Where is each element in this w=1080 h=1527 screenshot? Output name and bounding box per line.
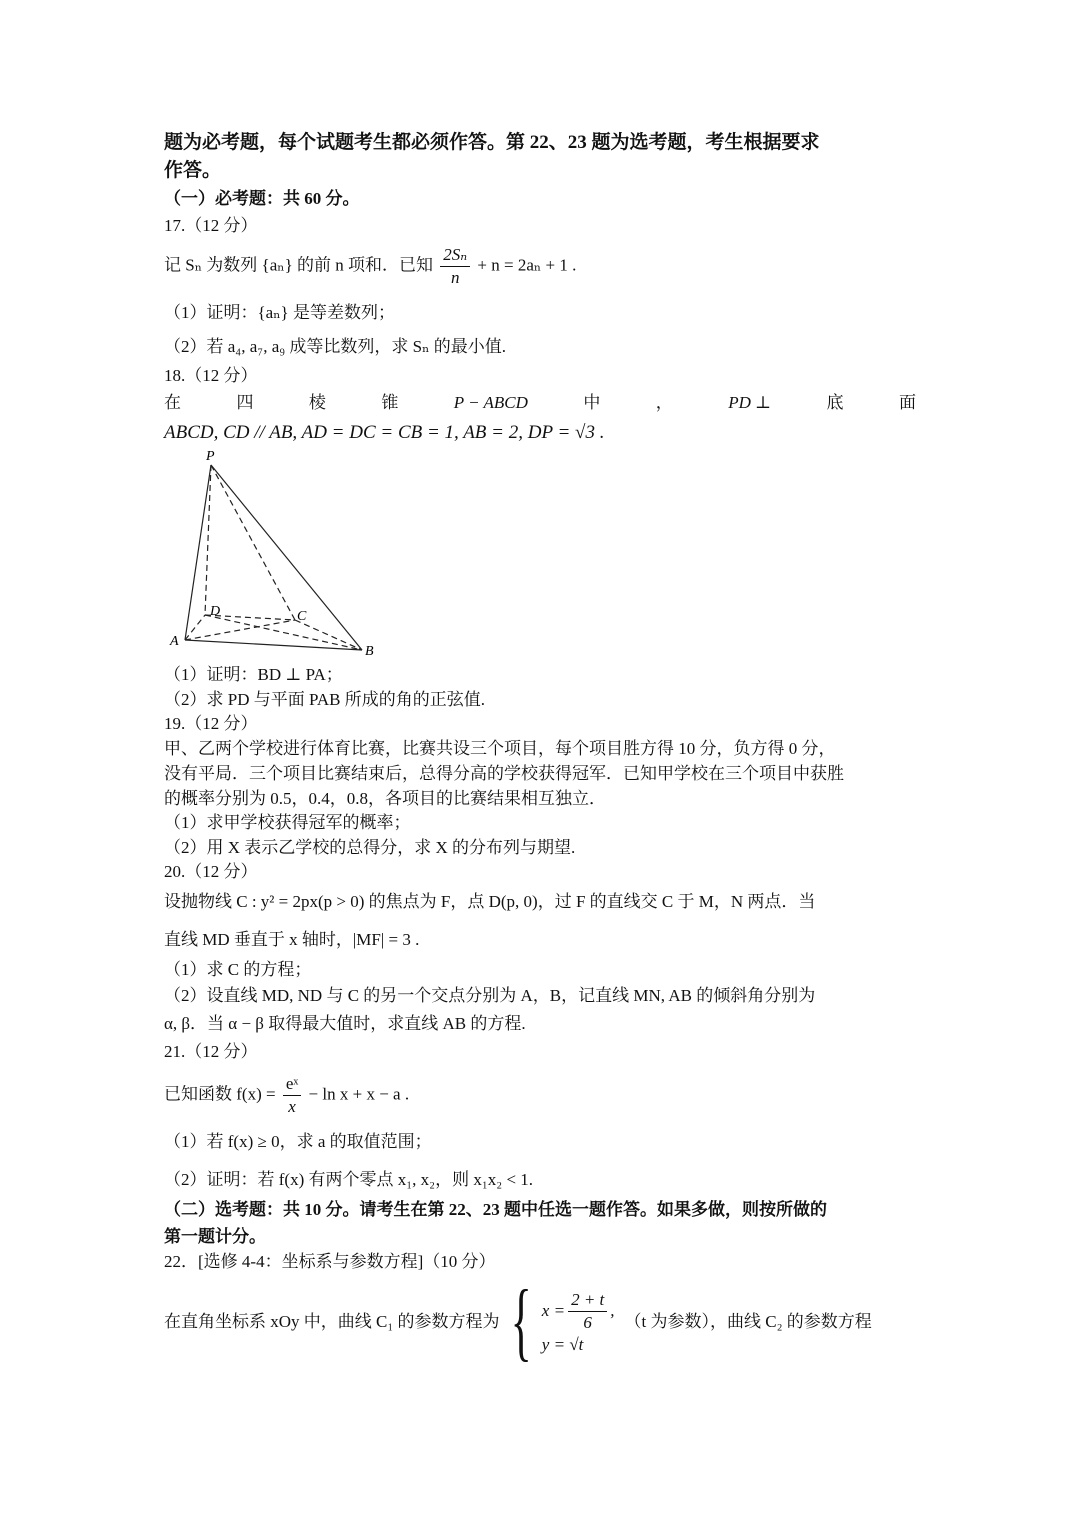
word: 棱 <box>308 393 326 412</box>
x-lhs: x = <box>541 1301 566 1320</box>
section-2-line-2: 第一题计分。 <box>164 1227 266 1246</box>
word: PD ⊥ <box>728 393 772 412</box>
q17-part2: （2）若 a₄, a₇, a₉ 成等比数列，求 Sₙ 的最小值. <box>164 337 506 356</box>
q20-line-1: 设抛物线 C : y² = 2px(p > 0) 的焦点为 F，点 D(p, 0)，过 F 的直线交 C 于 M，N 两点．当 <box>164 892 816 911</box>
q17-frac-den: n <box>450 268 460 287</box>
q22-stem <box>164 1273 872 1370</box>
parametric-system <box>500 1273 615 1370</box>
q18-header: 18.（12 分） <box>164 366 258 385</box>
q22-stem-a: 在直角坐标系 xOy 中，曲线 C₁ 的参数方程为 <box>164 1312 500 1331</box>
q17-part1: （1）证明：{aₙ} 是等差数列； <box>164 303 395 322</box>
intro-line-2: 作答。 <box>164 160 222 181</box>
x-den: 6 <box>583 1312 592 1332</box>
q19-line-2: 没有平局．三个项目比赛结束后，总得分高的学校获得冠军．已知甲学校在三个项目中获胜 <box>164 764 844 783</box>
word: 四 <box>236 393 254 412</box>
q21-frac-den: x <box>288 1097 296 1116</box>
q21-stem-a: 已知函数 f(x) = <box>164 1084 276 1104</box>
word: 锥 <box>381 393 399 412</box>
q21-stem-b: − ln x + x − a . <box>308 1084 410 1104</box>
y-equation: y = √t <box>541 1334 584 1354</box>
q21-frac-num: eˣ <box>283 1073 301 1096</box>
q20-header: 20.（12 分） <box>164 862 258 881</box>
word: 中 <box>583 393 601 412</box>
edge-PA <box>185 465 211 640</box>
section-2-line-1: （二）选考题：共 10 分。请考生在第 22、23 题中任选一题作答。如果多做，则按所做的 <box>164 1200 827 1219</box>
q18-part1: （1）证明：BD ⊥ PA； <box>164 665 343 684</box>
q18-stem-line-2: ABCD, CD // AB, AD = DC = CB = 1, AB = 2, DP = √3 . <box>164 422 605 443</box>
q21-stem <box>164 1073 409 1118</box>
word: P − ABCD <box>453 393 528 412</box>
q19-line-1: 甲、乙两个学校进行体育比赛，比赛共设三个项目，每个项目胜方得 10 分，负方得 0 分， <box>164 739 836 758</box>
label-C: C <box>297 609 307 624</box>
brace: { <box>510 1273 532 1370</box>
q22-header: 22．[选修 4-4：坐标系与参数方程]（10 分） <box>164 1252 496 1271</box>
word: 底 <box>826 393 844 412</box>
q17-stem-b: + n = 2aₙ + 1 . <box>477 255 577 275</box>
q21-part1: （1）若 f(x) ≥ 0，求 a 的取值范围； <box>164 1132 432 1151</box>
word: ， <box>655 393 673 412</box>
q19-part1: （1）求甲学校获得冠军的概率； <box>164 813 411 832</box>
q21-part2: （2）证明：若 f(x) 有两个零点 x₁, x₂，则 x₁x₂ < 1. <box>164 1170 534 1189</box>
label-B: B <box>365 644 374 659</box>
q17-header: 17.（12 分） <box>164 216 258 235</box>
q17-fraction <box>440 244 470 289</box>
edge-PC <box>211 465 295 620</box>
q19-part2: （2）用 X 表示乙学校的总得分，求 X 的分布列与期望. <box>164 838 576 857</box>
q19-line-3: 的概率分别为 0.5，0.4，0.8，各项目的比赛结果相互独立． <box>164 789 606 808</box>
q20-part2-cont: α, β．当 α − β 取得最大值时，求直线 AB 的方程. <box>164 1014 526 1033</box>
word: 面 <box>898 393 916 412</box>
x-tail: , <box>610 1301 615 1320</box>
q20-part1: （1）求 C 的方程； <box>164 960 312 979</box>
q17-stem-a: 记 Sₙ 为数列 {aₙ} 的前 n 项和．已知 <box>164 255 434 275</box>
section-1-heading: （一）必考题：共 60 分。 <box>164 189 360 208</box>
label-A: A <box>170 634 179 649</box>
q20-line-2: 直线 MD 垂直于 x 轴时，|MF| = 3 . <box>164 930 420 949</box>
word: 在 <box>164 393 181 412</box>
q19-header: 19.（12 分） <box>164 714 258 733</box>
label-P: P <box>206 449 215 464</box>
q21-fraction <box>283 1073 301 1118</box>
label-D: D <box>210 604 221 619</box>
q20-part2: （2）设直线 MD, ND 与 C 的另一个交点分别为 A，B，记直线 MN, AB 的倾斜角分别为 <box>164 986 816 1005</box>
q22-stem-b: （t 为参数），曲线 C₂ 的参数方程 <box>624 1312 872 1331</box>
q21-header: 21.（12 分） <box>164 1042 258 1061</box>
q18-part2: （2）求 PD 与平面 PAB 所成的角的正弦值. <box>164 690 485 709</box>
q18-stem-line-1 <box>164 392 916 414</box>
edge-PB <box>211 465 362 650</box>
x-num: 2 + t <box>568 1289 607 1312</box>
q17-frac-num: 2Sₙ <box>440 244 470 267</box>
q17-stem <box>164 244 576 289</box>
edge-AB <box>185 640 362 650</box>
edge-CB <box>295 620 362 650</box>
intro-line-1: 题为必考题，每个试题考生都必须作答。第 22、23 题为选考题，考生根据要求 <box>164 132 820 153</box>
pyramid-figure <box>160 445 400 665</box>
